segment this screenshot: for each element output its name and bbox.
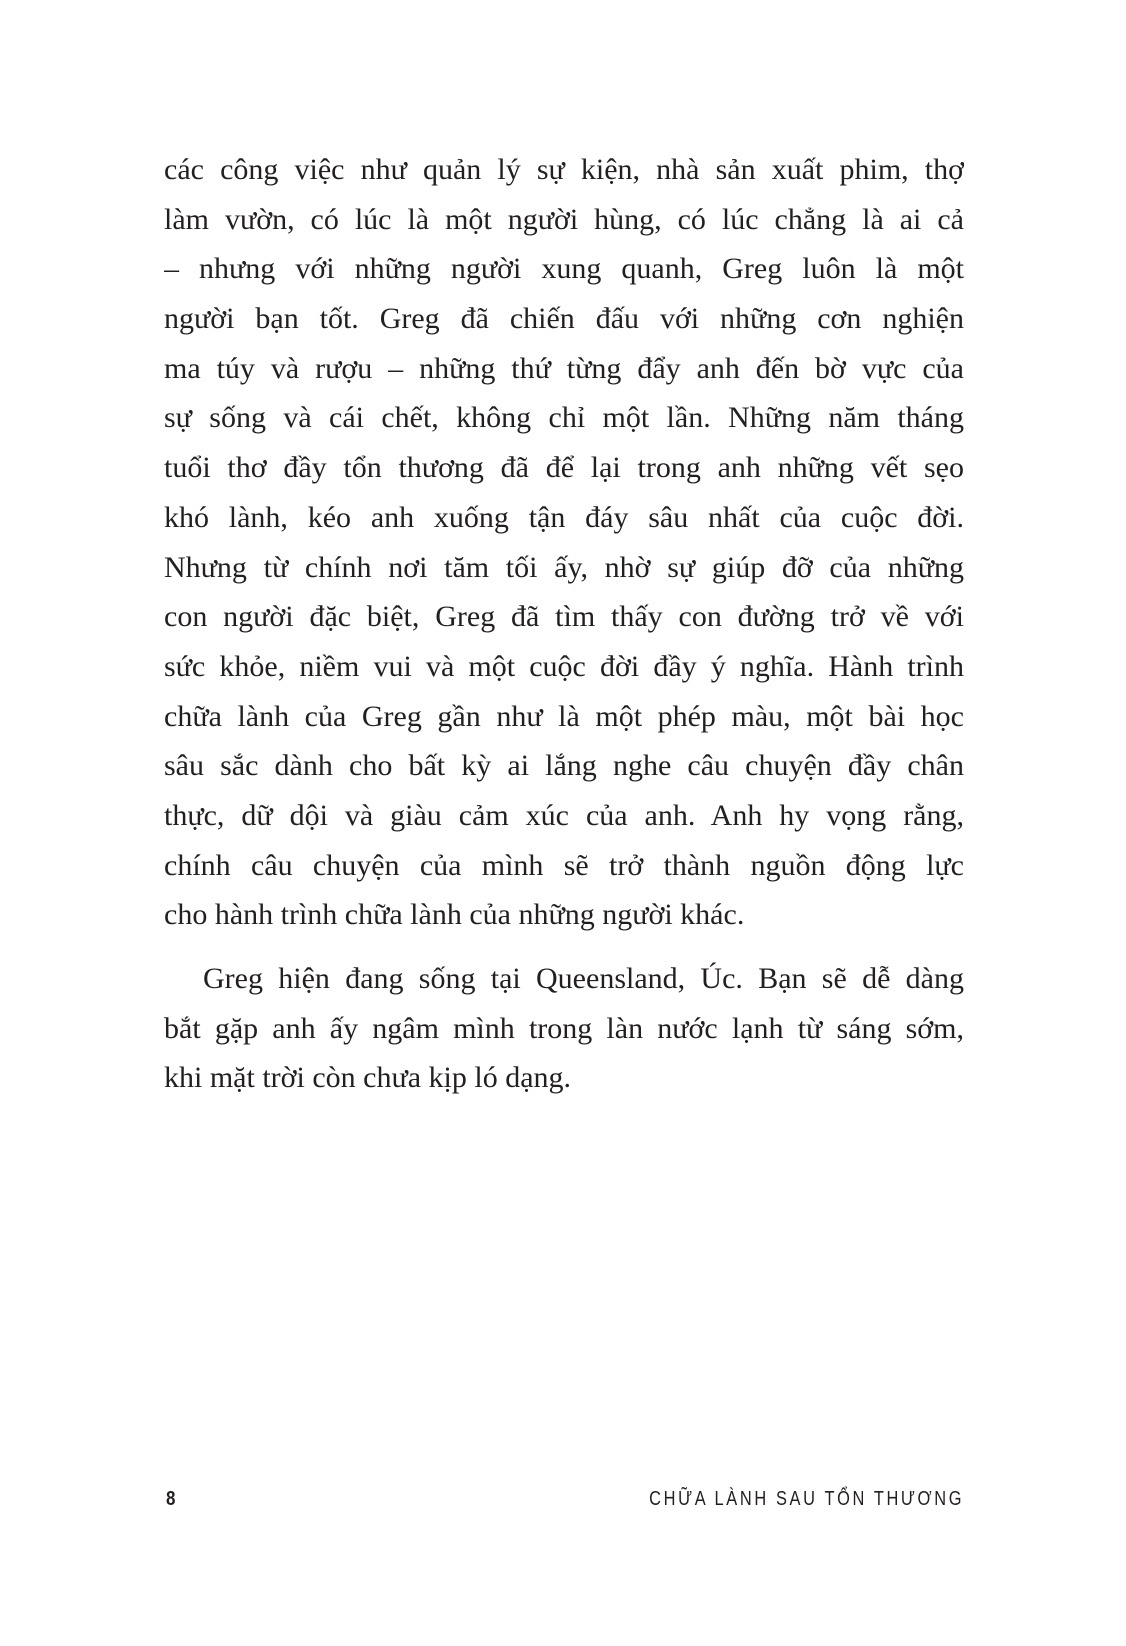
text-line: sức khỏe, niềm vui và một cuộc đời đầy ý nghĩa. Hành trình: [164, 649, 964, 683]
paragraph-2: [164, 954, 964, 1103]
text-line: chữa lành của Greg gần như là một phép màu, một bài học: [164, 699, 964, 733]
text-line: khi mặt trời còn chưa kịp ló dạng.: [164, 1061, 572, 1095]
text-line: chính câu chuyện của mình sẽ trở thành nguồn động lực: [164, 848, 964, 882]
text-line: Greg hiện đang sống tại Queensland, Úc. Bạn sẽ dễ dàng: [203, 962, 964, 995]
text-line: thực, dữ dội và giàu cảm xúc của anh. Anh hy vọng rằng,: [164, 798, 964, 832]
text-line: làm vườn, có lúc là một người hùng, có lúc chẳng là ai cả: [164, 202, 964, 236]
page-footer: [164, 1488, 964, 1518]
page-number: 8: [166, 1488, 176, 1510]
text-line: các công việc như quản lý sự kiện, nhà sản xuất phim, thợ: [164, 153, 964, 186]
text-line: cho hành trình chữa lành của những người khác.: [164, 898, 745, 932]
text-line: sự sống và cái chết, không chỉ một lần. Những năm tháng: [164, 401, 964, 435]
text-line: tuổi thơ đầy tổn thương đã để lại trong anh những vết sẹo: [164, 451, 964, 485]
text-line: con người đặc biệt, Greg đã tìm thấy con đường trở về với: [164, 600, 964, 634]
text-line: ma túy và rượu – những thứ từng đẩy anh đến bờ vực của: [164, 351, 964, 385]
text-line: người bạn tốt. Greg đã chiến đấu với những cơn nghiện: [164, 302, 964, 336]
text-line: bắt gặp anh ấy ngâm mình trong làn nước lạnh từ sáng sớm,: [164, 1011, 964, 1045]
text-line: khó lành, kéo anh xuống tận đáy sâu nhất của cuộc đời.: [164, 500, 964, 534]
running-title: CHỮA LÀNH SAU TỔN THƯƠNG: [649, 1488, 964, 1510]
paragraph-gap: [164, 940, 964, 954]
text-line: sâu sắc dành cho bất kỳ ai lắng nghe câu chuyện đầy chân: [164, 749, 964, 783]
text-line: Nhưng từ chính nơi tăm tối ấy, nhờ sự giúp đỡ của những: [164, 550, 964, 584]
body-text: [164, 145, 964, 1103]
paragraph-1: [164, 145, 964, 940]
text-line: – nhưng với những người xung quanh, Greg luôn là một: [164, 252, 964, 286]
